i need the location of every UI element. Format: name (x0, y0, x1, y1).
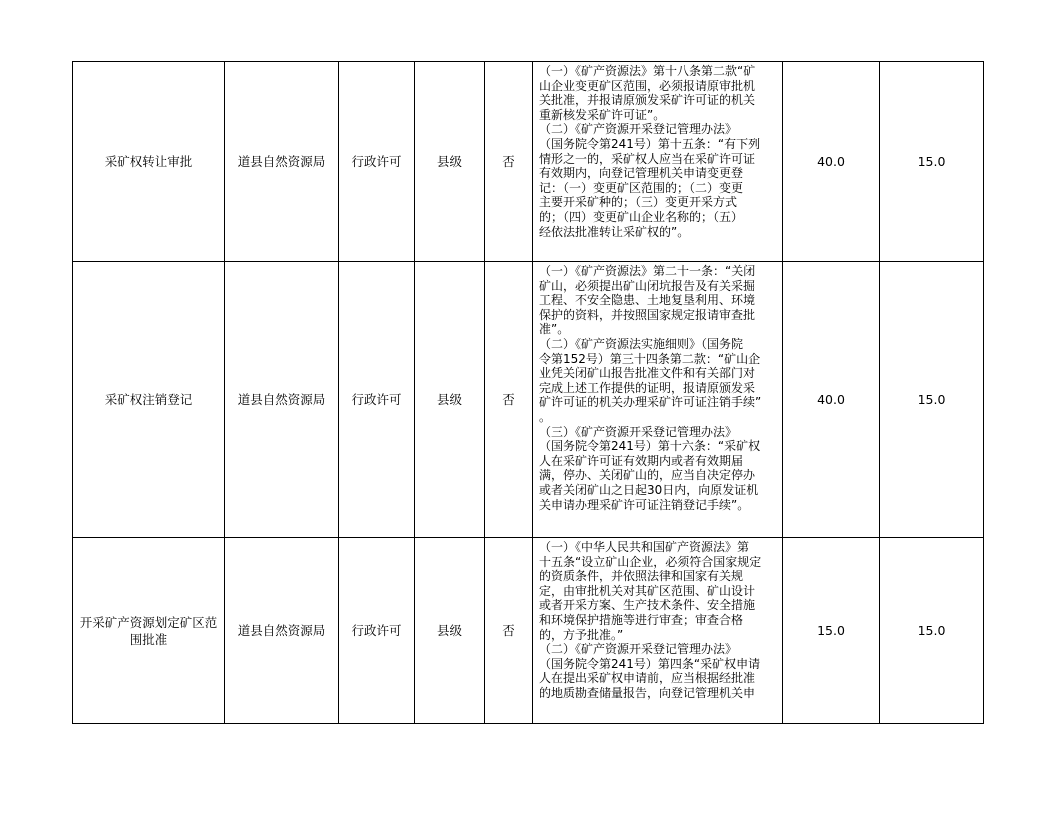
legal-basis-line: 经依法批准转让采矿权的”。 (539, 224, 690, 239)
legal-basis-line: （一）《矿产资源法》第十八条第二款“矿 (539, 64, 756, 78)
legal-basis-line: 矿许可证的机关办理采矿许可证注销手续” (539, 395, 762, 410)
legal-basis-line: 十五条“设立矿山企业，必须符合国家规定 (539, 554, 762, 569)
department-cell: 道县自然资源局 (225, 262, 339, 538)
flag-cell: 否 (485, 262, 533, 538)
table-row (73, 262, 984, 538)
value-cell-2: 15.0 (880, 538, 984, 724)
value-cell-1: 15.0 (783, 538, 880, 724)
legal-basis-line: （一）《矿产资源法》第二十一条：“关闭 (539, 264, 756, 278)
legal-basis-line: 业凭关闭矿山报告批准文件和有关部门对 (539, 366, 756, 381)
legal-basis-line: 工程、不安全隐患、土地复垦利用、环境 (539, 293, 756, 308)
legal-basis-line: 准”。 (539, 322, 570, 337)
item-name-cell: 采矿权注销登记 (73, 262, 225, 538)
legal-basis-line: （二）《矿产资源开采登记管理办法》 (539, 642, 738, 657)
legal-basis-line: （一）《中华人民共和国矿产资源法》第 (539, 540, 750, 554)
legal-basis-cell (533, 538, 783, 724)
legal-basis-line: （国务院令第241号）第四条“采矿权申请 (539, 656, 761, 671)
legal-basis-line: 的；（四）变更矿山企业名称的；（五） (539, 209, 744, 224)
legal-basis-line: 。 (539, 409, 552, 424)
legal-basis-line: 满，停办、关闭矿山的，应当自决定停办 (539, 468, 756, 483)
legal-basis-line: 的资质条件，并依照法律和国家有关规 (539, 569, 744, 584)
legal-basis-line: 关申请办理采矿许可证注销登记手续”。 (539, 497, 750, 512)
legal-basis-line: （国务院令第241号）第十五条：“有下列 (539, 136, 761, 151)
legal-basis-line: 或者开采方案、生产技术条件、安全措施 (539, 598, 756, 613)
permit-type-cell: 行政许可 (339, 62, 415, 262)
legal-basis-line: 的，方予批准。” (539, 627, 624, 642)
legal-basis-line: 的地质勘查储量报告，向登记管理机关申 (539, 685, 756, 700)
legal-basis-line: 山企业变更矿区范围，必须报请原审批机 (539, 78, 756, 93)
level-cell: 县级 (415, 538, 485, 724)
item-name-cell: 开采矿产资源划定矿区范围批准 (73, 538, 225, 724)
legal-basis-line: 主要开采矿种的；（三）变更开采方式 (539, 195, 738, 210)
table-row (73, 538, 984, 724)
value-cell-1: 40.0 (783, 62, 880, 262)
department-cell: 道县自然资源局 (225, 538, 339, 724)
table-body (73, 62, 984, 724)
legal-basis-line: 关批准，并报请原颁发采矿许可证的机关 (539, 93, 756, 108)
legal-basis-line: 或者关闭矿山之日起30日内，向原发证机 (539, 482, 759, 497)
department-cell: 道县自然资源局 (225, 62, 339, 262)
legal-basis-line: （三）《矿产资源开采登记管理办法》 (539, 424, 738, 439)
legal-basis-line: 保护的资料，并按照国家规定报请审查批 (539, 307, 756, 322)
legal-basis-line: 重新核发采矿许可证”。 (539, 107, 666, 122)
legal-basis-line: 情形之一的，采矿权人应当在采矿许可证 (539, 151, 756, 166)
legal-basis-line: 记：（一）变更矿区范围的；（二）变更 (539, 180, 744, 195)
legal-basis-cell (533, 62, 783, 262)
legal-basis-line: 人在提出采矿权申请前，应当根据经批准 (539, 671, 756, 686)
legal-basis-line: 完成上述工作提供的证明，报请原颁发采 (539, 380, 756, 395)
flag-cell: 否 (485, 62, 533, 262)
permit-type-cell: 行政许可 (339, 262, 415, 538)
item-name-cell: 采矿权转让审批 (73, 62, 225, 262)
legal-basis-line: （国务院令第241号）第十六条：“采矿权 (539, 439, 761, 454)
legal-basis-line: 令第152号）第三十四条第二款：“矿山企 (539, 351, 761, 366)
legal-basis-line: 和环境保护措施等进行审查；审查合格 (539, 612, 744, 627)
table-row (73, 62, 984, 262)
legal-basis-line: 定，由审批机关对其矿区范围、矿山设计 (539, 583, 756, 598)
permit-type-cell: 行政许可 (339, 538, 415, 724)
flag-cell: 否 (485, 538, 533, 724)
value-cell-2: 15.0 (880, 262, 984, 538)
legal-basis-line: 人在采矿许可证有效期内或者有效期届 (539, 453, 744, 468)
permit-table (72, 61, 984, 724)
value-cell-2: 15.0 (880, 62, 984, 262)
level-cell: 县级 (415, 262, 485, 538)
legal-basis-line: 矿山，必须提出矿山闭坑报告及有关采掘 (539, 278, 756, 293)
legal-basis-cell (533, 262, 783, 538)
legal-basis-line: 有效期内，向登记管理机关申请变更登 (539, 166, 744, 181)
value-cell-1: 40.0 (783, 262, 880, 538)
legal-basis-line: （二）《矿产资源开采登记管理办法》 (539, 122, 738, 137)
legal-basis-line: （二）《矿产资源法实施细则》（国务院 (539, 336, 744, 351)
level-cell: 县级 (415, 62, 485, 262)
